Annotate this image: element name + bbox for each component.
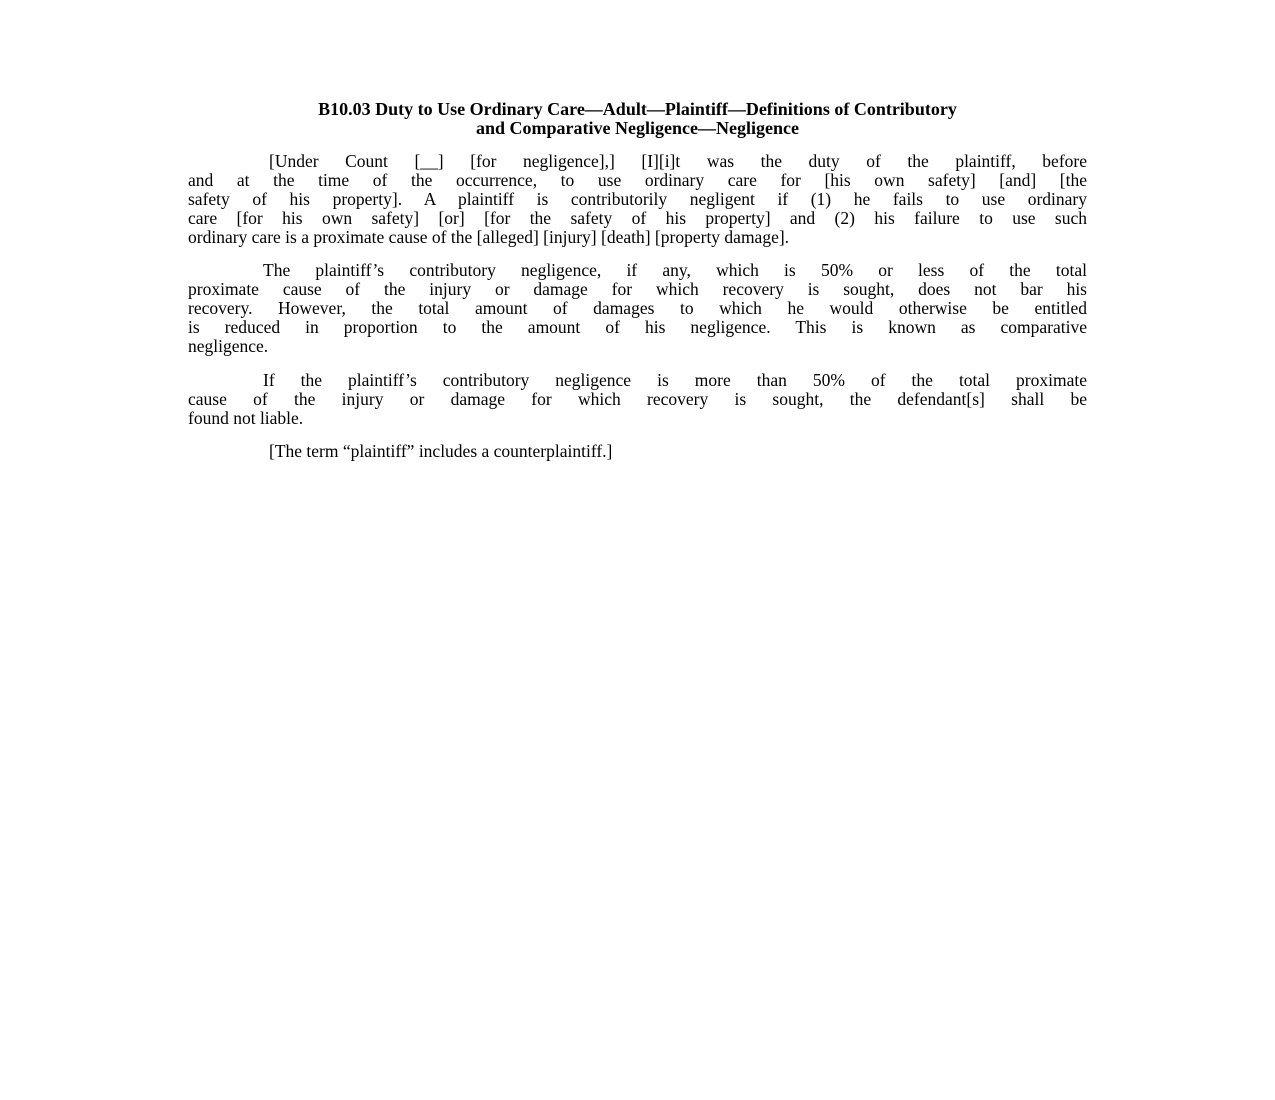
text-line: negligence. bbox=[188, 336, 269, 356]
text-line: [Under Count [__] [for negligence],] [I][i]t was the duty of the plaintiff, before bbox=[269, 151, 1087, 171]
text-line: cause of the injury or damage for which recovery is sought, the defendant[s] shall be bbox=[188, 389, 1087, 409]
text-line: ordinary care is a proximate cause of the [alleged] [injury] [death] [property damage]. bbox=[188, 227, 790, 247]
text-line: proximate cause of the injury or damage for which recovery is sought, does not bar his bbox=[188, 279, 1087, 299]
text-line: and at the time of the occurrence, to use ordinary care for [his own safety] [and] [the bbox=[188, 170, 1087, 190]
text-line: The plaintiff’s contributory negligence, if any, which is 50% or less of the total bbox=[263, 260, 1087, 280]
text-line: safety of his property]. A plaintiff is contributorily negligent if (1) he fails to use ordinary bbox=[188, 189, 1087, 209]
text-line: found not liable. bbox=[188, 408, 304, 428]
paragraph-bar bbox=[188, 371, 1087, 428]
text-line: is reduced in proportion to the amount of his negligence. This is known as comparative bbox=[188, 317, 1087, 337]
paragraph-duty bbox=[188, 152, 1087, 247]
text-line: recovery. However, the total amount of damages to which he would otherwise be entitled bbox=[188, 298, 1087, 318]
paragraph-term bbox=[188, 442, 1087, 461]
text-line: care [for his own safety] [or] [for the safety of his property] and (2) his failure to use such bbox=[188, 208, 1087, 228]
text-line: [The term “plaintiff” includes a counterplaintiff.] bbox=[269, 441, 613, 461]
paragraph-comparative bbox=[188, 261, 1087, 356]
title-line-1: B10.03 Duty to Use Ordinary Care—Adult—Plaintiff—Definitions of Contributory bbox=[318, 99, 957, 119]
text-line: If the plaintiff’s contributory negligence is more than 50% of the total proximate bbox=[263, 370, 1087, 390]
title-line-2: and Comparative Negligence—Negligence bbox=[476, 118, 799, 138]
instruction-title bbox=[180, 100, 1095, 138]
